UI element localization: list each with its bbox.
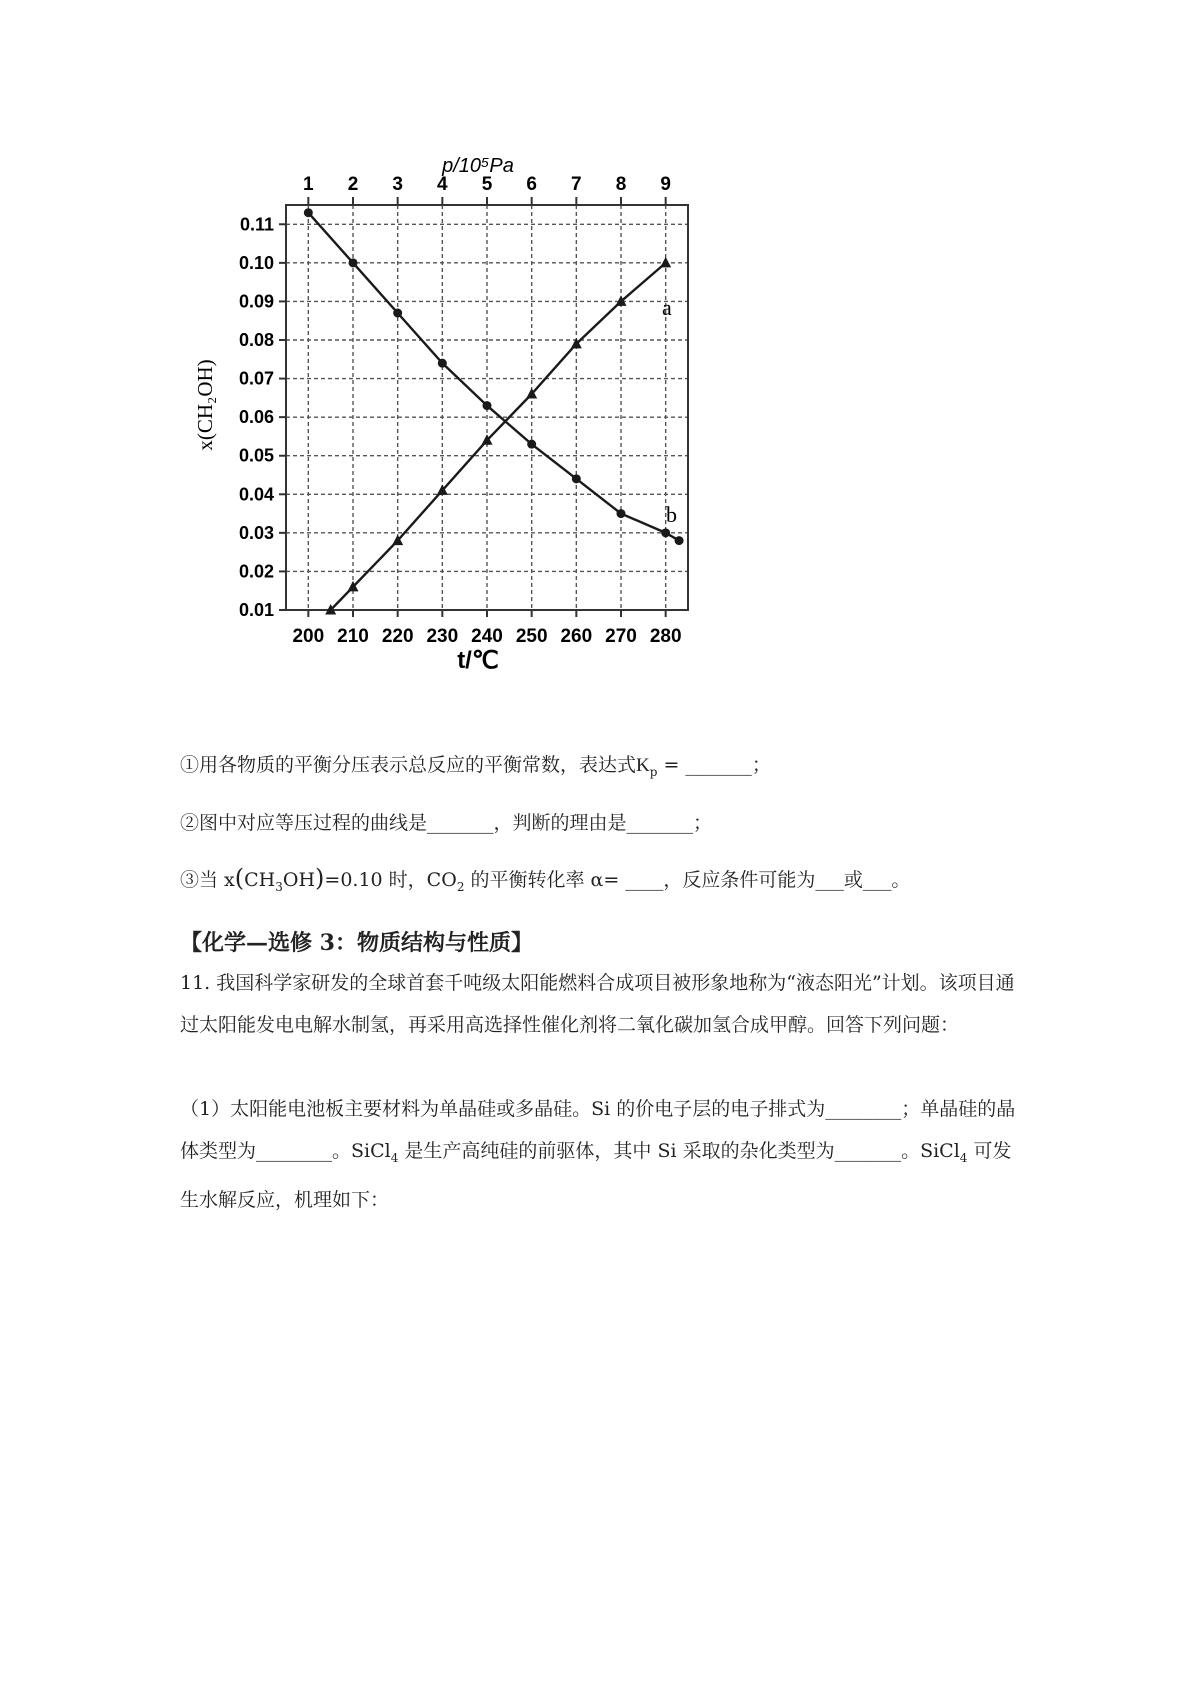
data-point-b bbox=[572, 474, 581, 483]
data-point-b bbox=[393, 309, 402, 318]
top-tick-label: 4 bbox=[437, 174, 448, 195]
data-point-b bbox=[438, 359, 447, 368]
x-axis-label: t/℃ bbox=[457, 647, 499, 674]
y-tick-label: 0.05 bbox=[238, 445, 274, 466]
data-point-b bbox=[349, 258, 358, 267]
y-tick-label: 0.10 bbox=[238, 252, 274, 273]
y-axis-label: x(CH₂OH) bbox=[193, 359, 217, 451]
y-tick-label: 0.01 bbox=[238, 600, 274, 620]
data-point-b bbox=[675, 536, 684, 545]
x-tick-label: 250 bbox=[515, 626, 548, 647]
x-tick-label: 270 bbox=[605, 626, 637, 647]
problem-11-intro: 11. 我国科学家研发的全球首套千吨级太阳能燃料合成项目被形象地称为“液态阳光”计划。该项目通过太阳能发电电解水制氢，再采用高选择性催化剂将二氧化碳加氢合成甲醇。回答下列问题： bbox=[180, 972, 1015, 1036]
top-tick-label: 1 bbox=[303, 174, 314, 195]
series-label-a: a bbox=[662, 295, 672, 320]
y-tick-label: 0.07 bbox=[238, 368, 274, 389]
data-point-b bbox=[527, 440, 536, 449]
x-tick-label: 210 bbox=[337, 626, 369, 647]
methanol-chart bbox=[150, 140, 790, 700]
y-tick-label: 0.02 bbox=[238, 561, 274, 582]
top-tick-label: 9 bbox=[660, 174, 671, 195]
y-tick-label: 0.08 bbox=[238, 330, 274, 350]
x-tick-label: 200 bbox=[292, 626, 325, 647]
data-point-b bbox=[304, 208, 313, 217]
question-1: ①用各物质的平衡分压表示总反应的平衡常数，表达式$K_p$ = _______； bbox=[180, 754, 771, 779]
top-axis-label: p/10⁵Pa bbox=[442, 155, 514, 177]
x-tick-label: 240 bbox=[471, 626, 503, 647]
x-tick-label: 230 bbox=[426, 626, 459, 647]
top-tick-label: 3 bbox=[392, 174, 403, 195]
series-line-a bbox=[331, 263, 666, 610]
top-tick-label: 6 bbox=[526, 174, 537, 195]
y-tick-label: 0.04 bbox=[238, 484, 274, 505]
question-2: ②图中对应等压过程的曲线是_______，判断的理由是_______； bbox=[180, 812, 713, 834]
y-tick-label: 0.09 bbox=[238, 291, 274, 312]
top-tick-label: 5 bbox=[481, 174, 493, 195]
chart-series bbox=[304, 208, 684, 614]
x-tick-label: 280 bbox=[649, 626, 682, 647]
data-point-b bbox=[483, 401, 492, 410]
top-tick-label: 2 bbox=[347, 174, 359, 195]
section-title: 【化学—选修 3：物质结构与性质】 bbox=[180, 930, 533, 956]
data-point-b bbox=[617, 509, 626, 518]
question-3: ③当 $x(CH_3OH)=0.10$ 时，$CO_2$ 的平衡转化率 α= ____，反应条件可能为___或___。 bbox=[180, 864, 911, 894]
problem-11-part-1: （1）太阳能电池板主要材料为单晶硅或多晶硅。Si 的价电子层的电子排式为________；单晶硅的晶体类型为________。SiCl$_4$ 是生产高纯硅的前驱体，其中 Si 采取的杂化类型为_______。SiCl$_4$ 可发生水解反应，机理如下： bbox=[180, 1098, 1016, 1211]
top-tick-label: 8 bbox=[615, 174, 627, 195]
y-tick-label: 0.03 bbox=[238, 522, 274, 543]
x-tick-label: 220 bbox=[381, 626, 414, 647]
y-tick-label: 0.11 bbox=[239, 214, 274, 235]
series-label-b: b bbox=[666, 502, 677, 527]
series-line-b bbox=[308, 213, 679, 541]
y-tick-label: 0.06 bbox=[238, 407, 274, 428]
data-point-a bbox=[660, 257, 671, 268]
data-point-b bbox=[661, 528, 670, 537]
x-tick-label: 260 bbox=[560, 626, 593, 647]
top-tick-label: 7 bbox=[571, 174, 582, 195]
